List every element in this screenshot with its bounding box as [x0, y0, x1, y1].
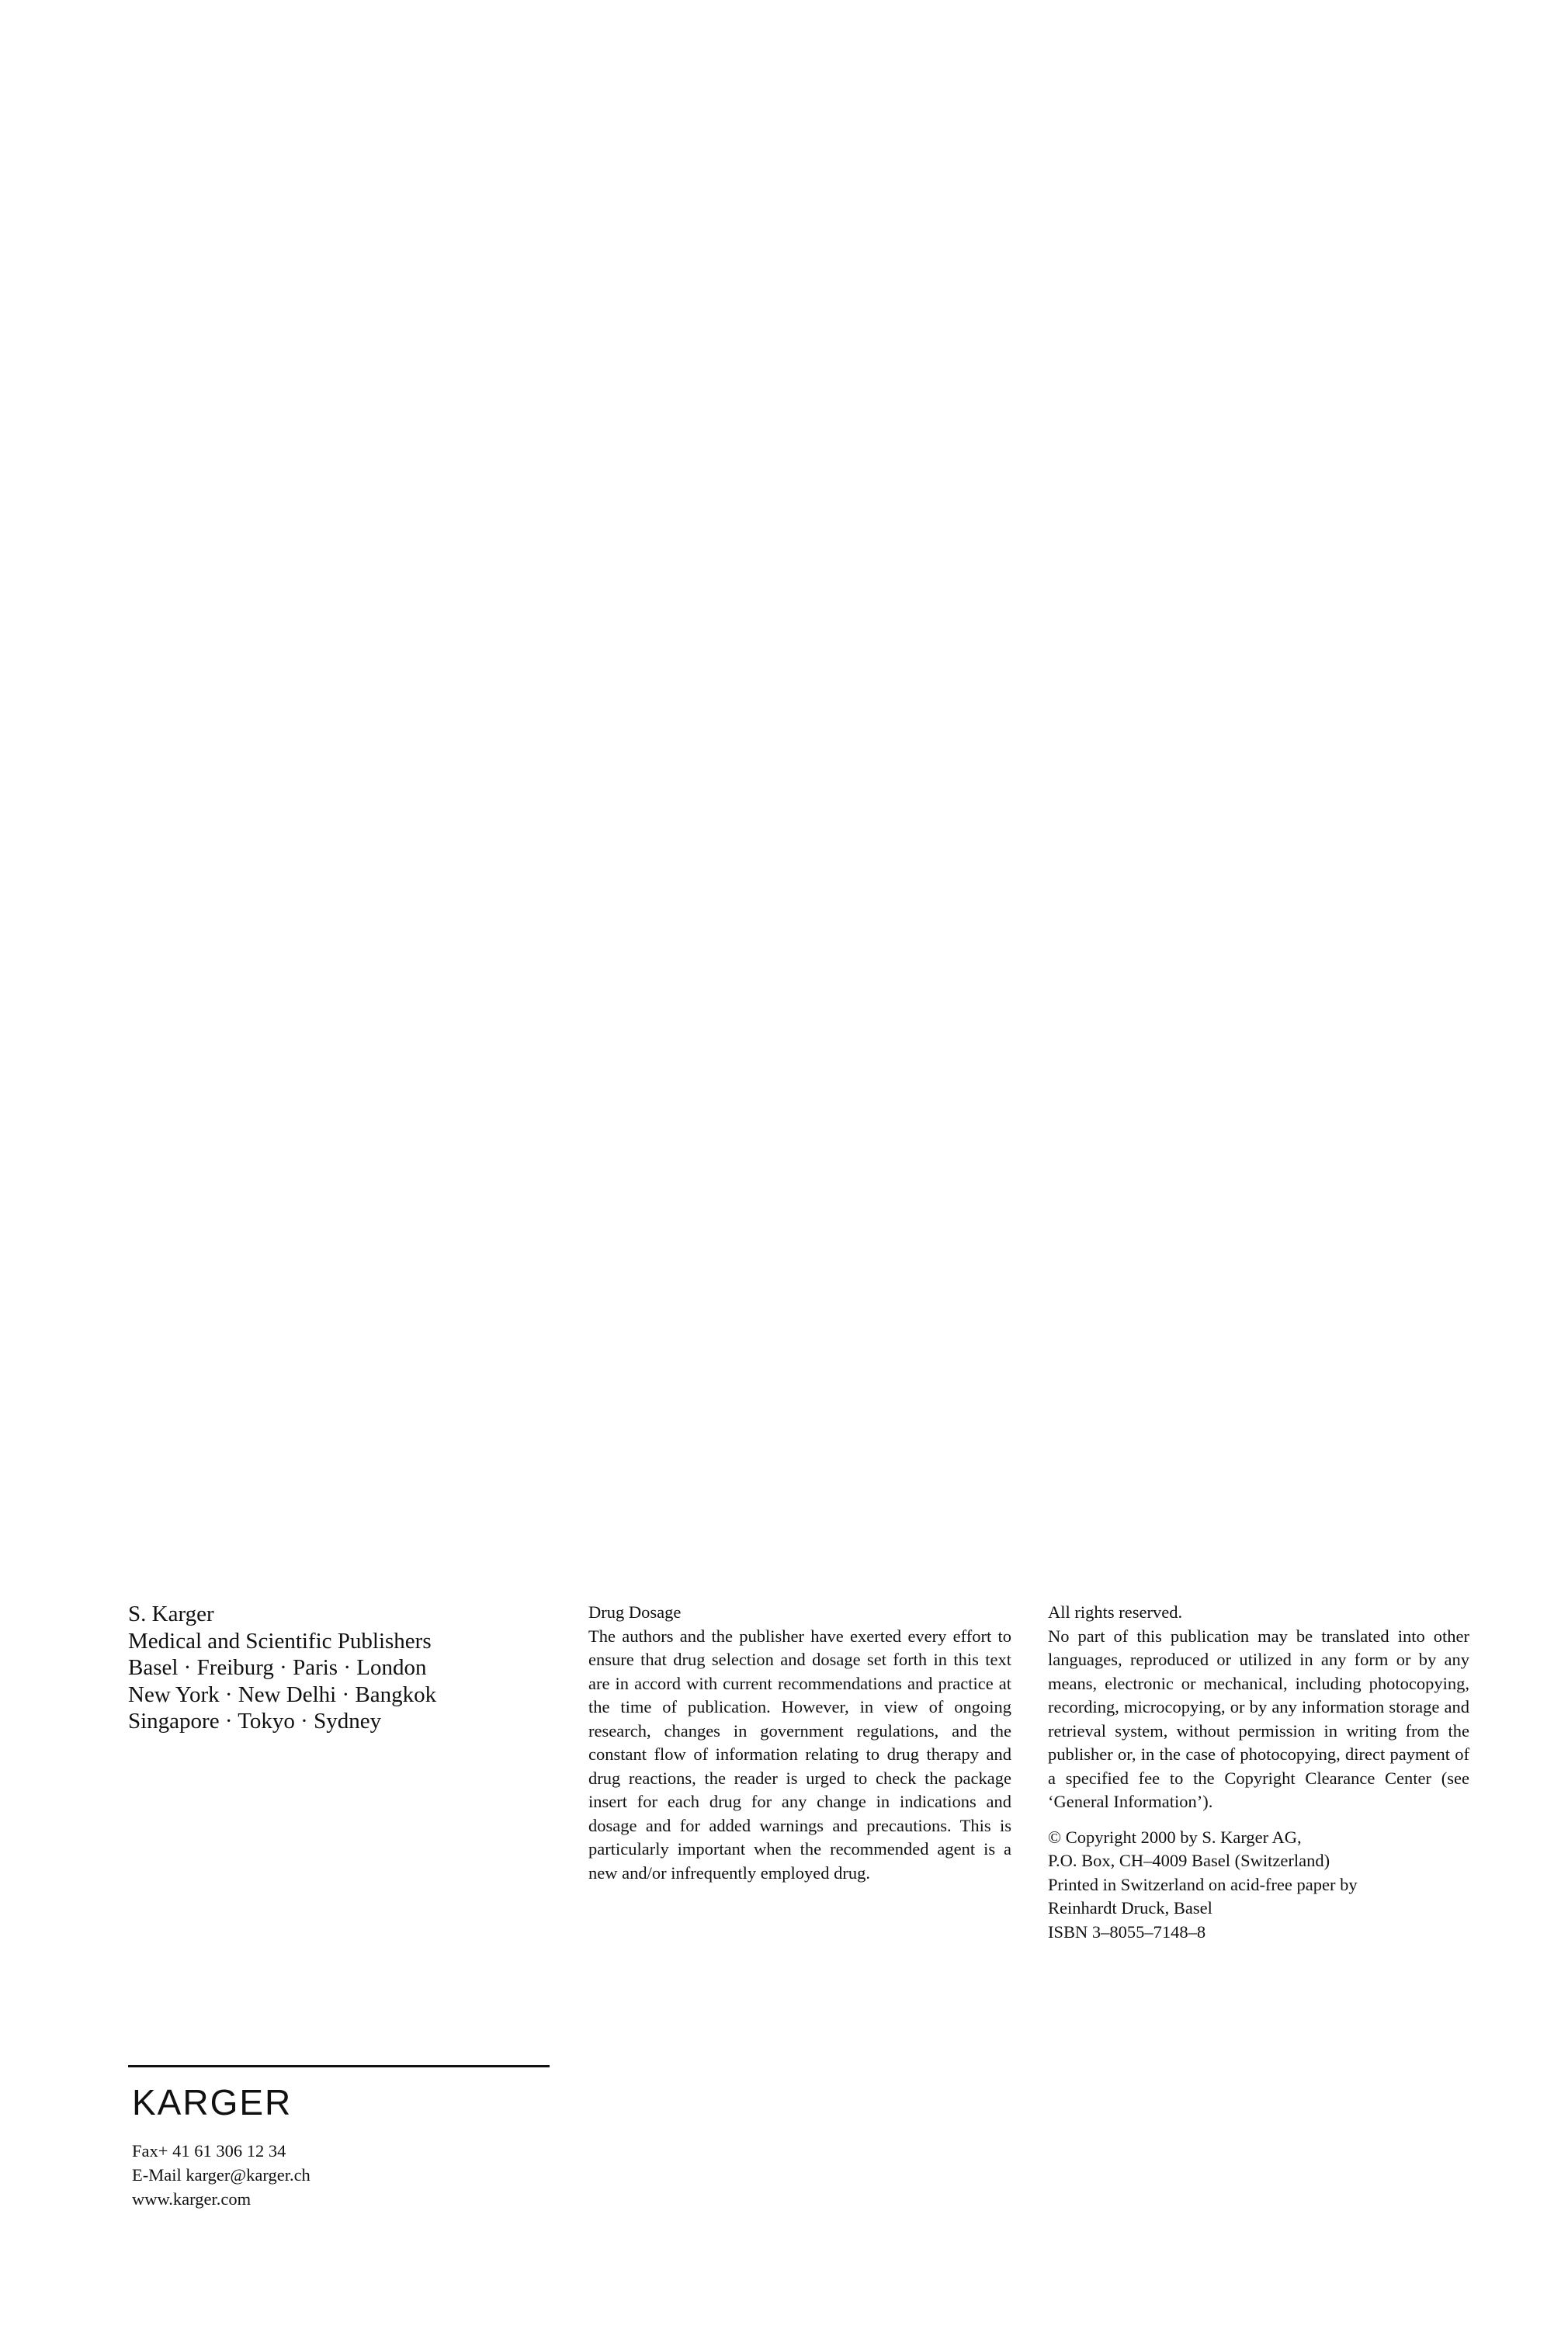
drug-dosage-block: [588, 1601, 1011, 1885]
address-line: P.O. Box, CH–4009 Basel (Switzerland): [1048, 1851, 1330, 1870]
karger-logo: KARGER: [132, 2082, 293, 2122]
publisher-cities-line-2: New York · New Delhi · Bangkok: [128, 1682, 437, 1707]
publisher-cities-line-3: Singapore · Tokyo · Sydney: [128, 1709, 382, 1734]
printing-line: Printed in Switzerland on acid-free paper by: [1048, 1874, 1358, 1894]
printer-line: Reinhardt Druck, Basel: [1048, 1898, 1212, 1918]
publisher-cities-line-1: Basel · Freiburg · Paris · London: [128, 1655, 427, 1680]
fax-number: Fax+ 41 61 306 12 34: [132, 2141, 286, 2161]
publisher-block: [128, 1601, 563, 1735]
copyright-line: © Copyright 2000 by S. Karger AG,: [1048, 1827, 1302, 1847]
rights-block: [1048, 1601, 1469, 1944]
divider-rule: [128, 2065, 550, 2067]
copyright-block: [1048, 1826, 1469, 1945]
email-address: E-Mail karger@karger.ch: [132, 2165, 310, 2185]
contact-block: [132, 2139, 310, 2211]
paragraph-gap: [1048, 1814, 1469, 1826]
rights-heading: All rights reserved.: [1048, 1602, 1183, 1622]
publisher-name: S. Karger: [128, 1602, 214, 1626]
rights-body: No part of this publication may be translated into other languages, reproduced or utilized in any form or by any means, electronic or mechanical, including photocopying, recording, microcopying, or by any information storage and retrieval system, without permission in writing from the publisher or, in the case of photocopying, direct payment of a specified fee to the Copyright Clearance Center (see ‘General Information’).: [1048, 1626, 1469, 1811]
isbn-line: ISBN 3–8055–7148–8: [1048, 1921, 1206, 1942]
publisher-tagline: Medical and Scientific Publishers: [128, 1628, 432, 1654]
drug-dosage-heading: Drug Dosage: [588, 1602, 682, 1622]
website-link[interactable]: www.karger.com: [132, 2189, 252, 2209]
drug-dosage-body: The authors and the publisher have exerted every effort to ensure that drug selection and dosage set forth in this text are in accord with current recommendations and practice at the time of publication. However, in view of ongoing research, changes in government regulations, and the constant flow of information relating to drug therapy and drug reactions, the reader is urged to check the package insert for each drug for any change in indications and dosage and for added warnings and precautions. This is particularly important when the recommended agent is a new and/or infrequently employed drug.: [588, 1626, 1011, 1883]
